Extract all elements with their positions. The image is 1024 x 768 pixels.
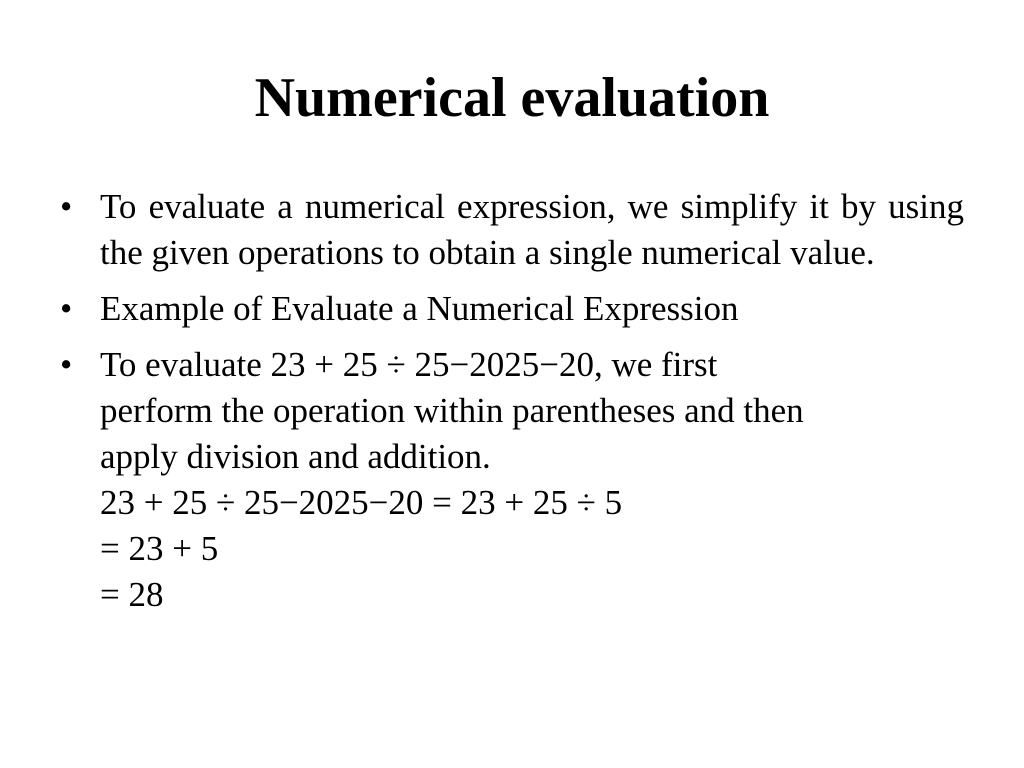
bullet-text-example-heading: Example of Evaluate a Numerical Expression <box>100 289 739 328</box>
bullet-item-example-heading <box>60 286 964 332</box>
equation-step-2: = 23 + 5 <box>100 529 219 568</box>
bullet-text-definition: To evaluate a numerical expression, we simplify it by using the given operations to obtain a single numerical value. <box>100 187 964 272</box>
equation-result: = 28 <box>100 575 164 614</box>
equation-step-1: 23 + 25 ÷ 25−2025−20 = 23 + 25 ÷ 5 <box>100 483 623 522</box>
example-line-parentheses: perform the operation within parentheses and then <box>100 391 804 430</box>
bullet-icon: • <box>60 345 73 384</box>
bullet-text-worked-example <box>100 342 964 618</box>
bullet-icon: • <box>60 187 73 226</box>
example-line-division-addition: apply division and addition. <box>100 437 491 476</box>
example-line-intro: To evaluate 23 + 25 ÷ 25−2025−20, we first <box>100 345 718 384</box>
slide-title: Numerical evaluation <box>254 67 770 129</box>
bullet-icon: • <box>60 289 73 328</box>
bullet-item-definition <box>60 184 964 276</box>
bullet-list <box>60 184 964 628</box>
bullet-item-worked-example <box>60 342 964 618</box>
